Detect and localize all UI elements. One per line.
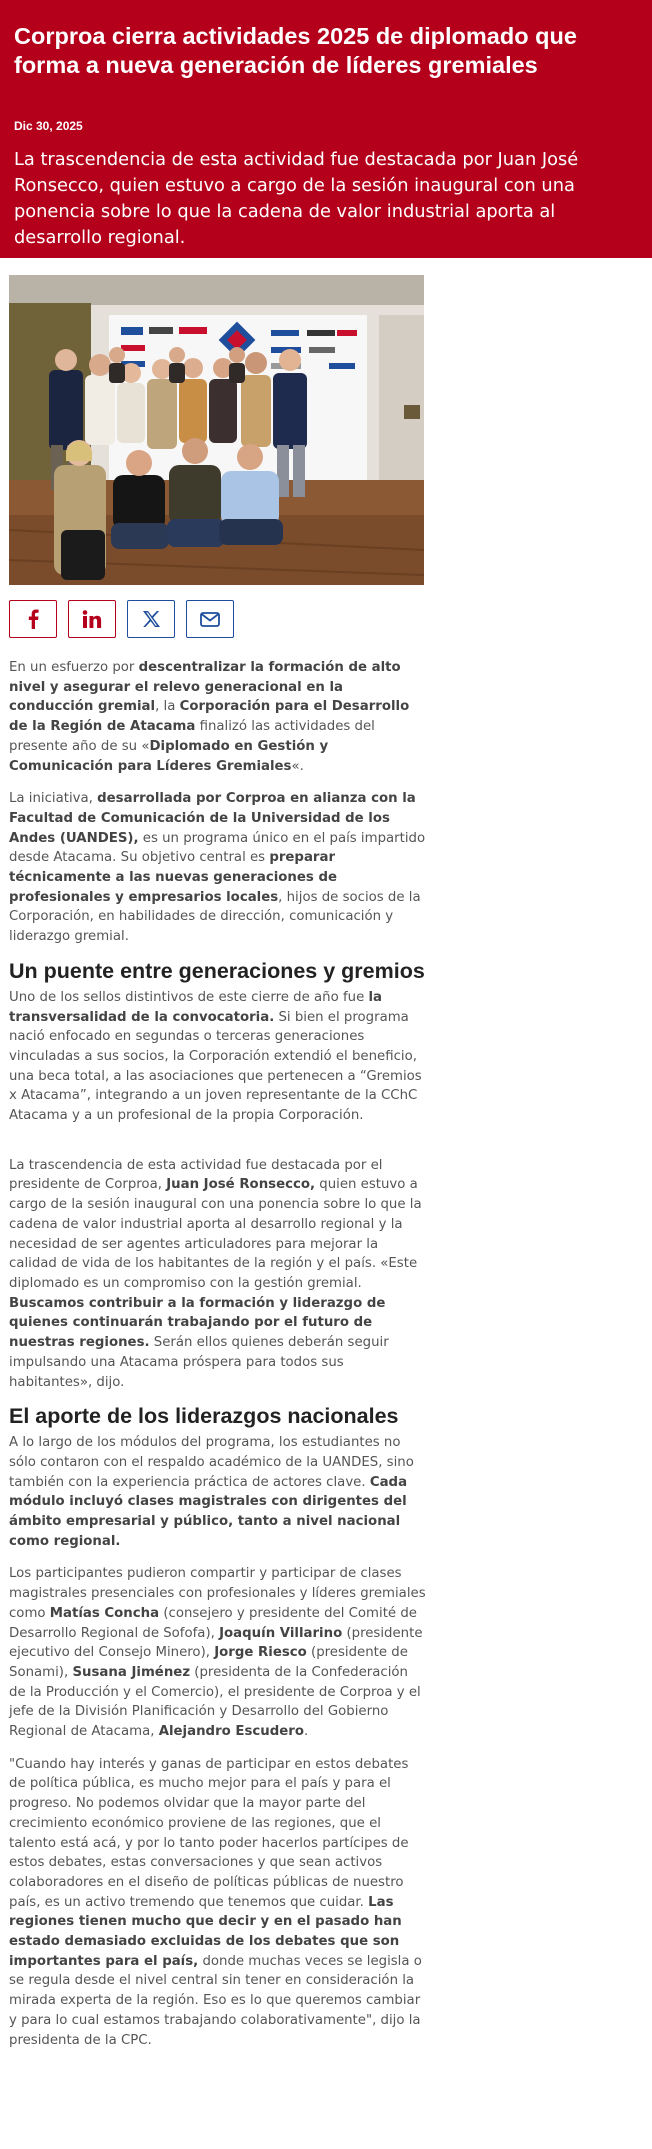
article-title: Corproa cierra actividades 2025 de diplomado que forma a nueva generación de líderes gremiales [14,23,577,78]
paragraph: "Cuando hay interés y ganas de participar en estos debates de política pública, es mucho mejor para el país y para el progreso. No podemos olvidar que la mayor parte del crecimiento económico proviene de las regiones, que el talento está acá, y por lo tanto poder hacerlos partícipes de estos debates, estas conversaciones y que sean activos colaboradores en el diseño de políticas públicas de nuestro país, es un activo tremendo que tenemos que cuidar. Las regiones tienen mucho que decir y en el pasado han estado demasiado excluidas de los debates que son importantes para el país, donde muchas veces se legisla o se regula desde el nivel central sin tener en consideración la mirada experta de la región. Eso es lo que queremos cambiar y para lo cual estamos trabajando colaborativamente", dijo la presidenta de la CPC. [9,1756,422,2048]
x-icon [142,610,161,628]
paragraph: Uno de los sellos distintivos de este cierre de año fue la transversalidad de la convocatoria. Si bien el programa nació enfocado en segundas o terceras generaciones vinculadas a sus socios, la Corporación extendió el beneficio, una beca total, a las asociaciones que pertenecen a “Gremios x Atacama”, integrando a un joven representante de la CChC Atacama y a un profesional de la propia Corporación. [9,989,422,1124]
email-icon [200,612,220,627]
article-photo [9,275,424,585]
publish-date: Dic 30, 2025 [14,119,83,133]
share-linkedin-button[interactable] [68,600,116,638]
article-body [9,658,427,2063]
paragraph: La trascendencia de esta actividad fue destacada por el presidente de Corproa, Juan José Ronsecco, quien estuvo a cargo de la sesión inaugural con una ponencia sobre lo que la cadena de valor industrial aporta al desarrollo regional y la necesidad de ser agentes articuladores para mejorar la calidad de vida de los habitantes de la región y el país. «Este diplomado es un compromiso con la gestión gremial. Buscamos contribuir a la formación y liderazgo de quienes continuarán trabajando por el futuro de nuestras regiones. Serán ellos quienes deberán seguir impulsando una Atacama próspera para todos sus habitantes», dijo. [9,1157,422,1390]
linkedin-icon [82,610,102,629]
section-heading: Un puente entre generaciones y gremios [9,958,425,983]
paragraph: En un esfuerzo por descentralizar la formación de alto nivel y asegurar el relevo generacional en la conducción gremial, la Corporación para el Desarrollo de la Región de Atacama finalizó las actividades del presente año de su «Diplomado en Gestión y Comunicación para Líderes Gremiales«. [9,660,410,774]
paragraph: A lo largo de los módulos del programa, los estudiantes no sólo contaron con el respaldo académico de la UANDES, sino también con la experiencia práctica de actores clave. Cada módulo incluyó clases magistrales con dirigentes del ámbito empresarial y público, tanto a nivel nacional como regional. [9,1435,414,1549]
share-facebook-button[interactable] [9,600,57,638]
share-x-button[interactable] [127,600,175,638]
article-lead: La trascendencia de esta actividad fue destacada por Juan José Ronsecco, quien estuvo a cargo de la sesión inaugural con una ponencia sobre lo que la cadena de valor industrial aporta al desarrollo regional. [14,149,579,248]
paragraph: Los participantes pudieron compartir y participar de clases magistrales presenciales con profesionales y líderes gremiales como Matías Concha (consejero y presidente del Comité de Desarrollo Regional de Sofofa), Joaquín Villarino (presidente ejecutivo del Consejo Minero), Jorge Riesco (presidente de Sonami), Susana Jiménez (presidenta de la Confederación de la Producción y el Comercio), el presidente de Corproa y el jefe de la División Planificación y Desarrollo del Gobierno Regional de Atacama, Alejandro Escudero. [9,1566,426,1740]
facebook-icon [24,609,42,629]
paragraph: La iniciativa, desarrollada por Corproa en alianza con la Facultad de Comunicación de la Universidad de los Andes (UANDES), es un programa único en el país impartido desde Atacama. Su objetivo central es preparar técnicamente a las nuevas generaciones de profesionales y empresarios locales, hijos de socios de la Corporación, en habilidades de dirección, comunicación y liderazgo gremial. [9,791,426,945]
article-header [0,0,652,258]
section-heading: El aporte de los liderazgos nacionales [9,1404,399,1429]
share-email-button[interactable] [186,600,234,638]
